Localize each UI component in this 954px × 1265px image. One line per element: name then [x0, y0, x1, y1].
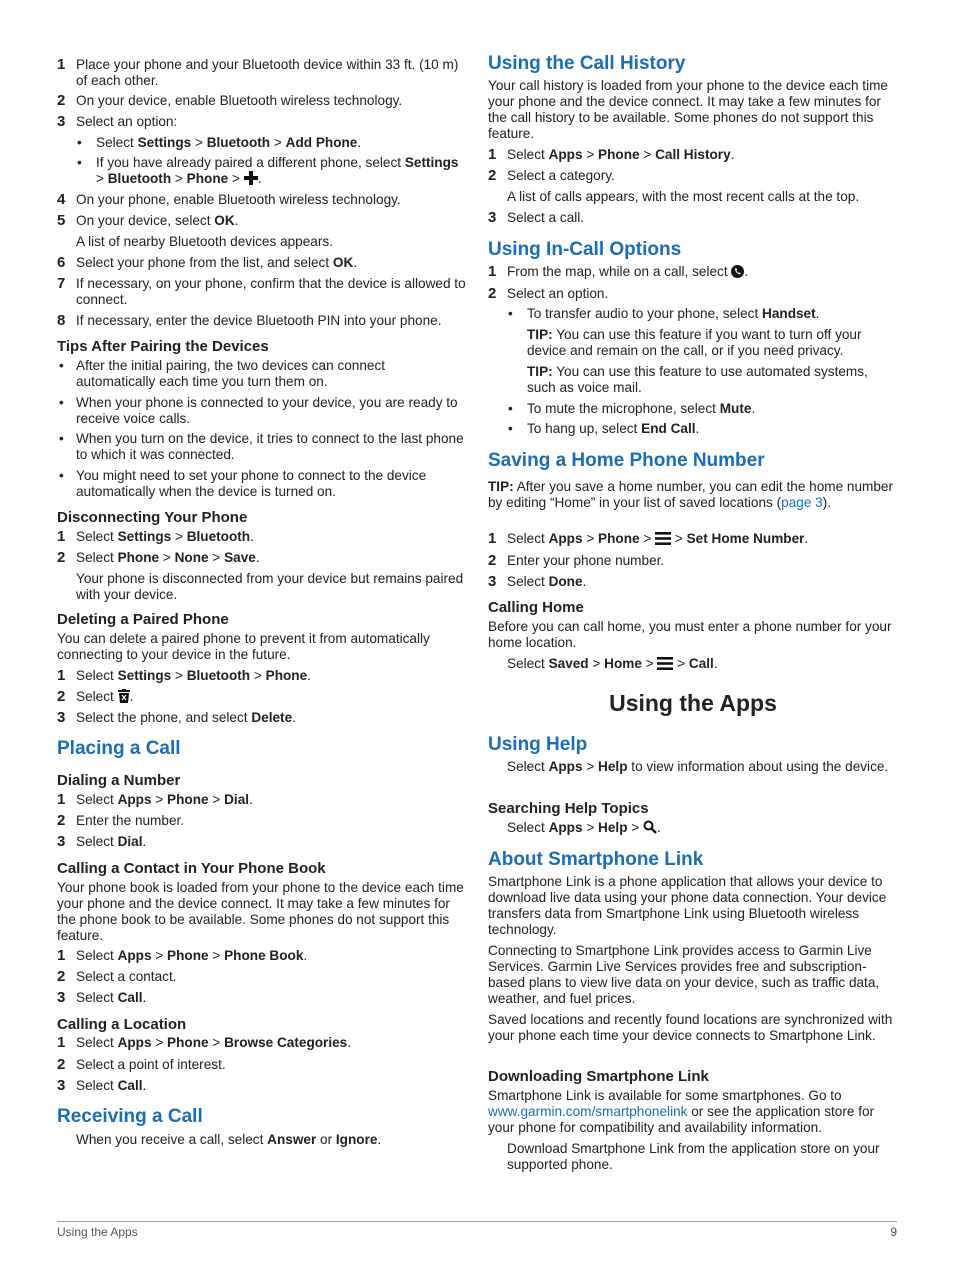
delete-paragraph: You can delete a paired phone to prevent it from automatically connecting to your device in the future. — [57, 631, 430, 662]
bullet: • — [59, 468, 64, 483]
delete-heading: Deleting a Paired Phone — [57, 611, 229, 628]
dial-step-2 — [57, 813, 467, 829]
download-note: Download Smartphone Link from the application store on your supported phone. — [507, 1141, 880, 1172]
step-text: Select Done. — [507, 574, 587, 589]
dial-step-3 — [57, 834, 467, 850]
step-number: 2 — [57, 92, 66, 109]
incall-option-mute — [488, 401, 898, 417]
step-number: 1 — [488, 530, 497, 547]
tip-text: You might need to set your phone to connect to the device automatically when the device is turned on. — [76, 468, 427, 499]
step-note: A list of nearby Bluetooth devices appears. — [76, 234, 333, 249]
step-number: 3 — [57, 709, 66, 726]
step-number: 1 — [57, 667, 66, 684]
step-text: On your device, enable Bluetooth wireless technology. — [76, 93, 403, 108]
location-step-1 — [57, 1035, 467, 1051]
step-text: Place your phone and your Bluetooth device within 33 ft. (10 m) of each other. — [76, 57, 459, 88]
tip-item — [57, 358, 467, 390]
calling-home-heading: Calling Home — [488, 599, 584, 616]
bullet: • — [59, 431, 64, 446]
pair-step-4 — [57, 192, 467, 208]
tip-item — [57, 431, 467, 463]
in-call-options-heading: Using In-Call Options — [488, 239, 682, 260]
tips-heading: Tips After Pairing the Devices — [57, 338, 269, 355]
step-text: Select an option. — [507, 286, 609, 301]
incall-option-handset — [488, 306, 898, 322]
tip-item — [57, 468, 467, 500]
step-text: Select a contact. — [76, 969, 177, 984]
step-number: 4 — [57, 191, 66, 208]
footer-section-title: Using the Apps — [57, 1225, 138, 1239]
step-text: Select . — [76, 689, 134, 704]
step-text: Select Apps > Phone > Call History. — [507, 147, 735, 162]
incall-option-end-call — [488, 421, 898, 437]
step-number: 3 — [57, 833, 66, 850]
help-note: Select Apps > Help to view information about using the device. — [507, 759, 889, 774]
search-icon — [643, 820, 657, 834]
bullet: • — [508, 421, 513, 436]
calling-home-note: Select Saved > Home > > Call. — [507, 656, 718, 671]
smartphone-link-paragraph: Smartphone Link is a phone application that allows your device to download live data using your phone data connection. Your device transfers data from Smartphone Link using Bluetooth wireless technology. — [488, 874, 887, 937]
using-help-heading: Using Help — [488, 734, 588, 755]
pair-step-5 — [57, 213, 467, 229]
step-number: 1 — [57, 947, 66, 964]
tip-text: After the initial pairing, the two devices can connect automatically each time you turn them on. — [76, 358, 386, 389]
receiving-call-heading: Receiving a Call — [57, 1106, 203, 1127]
placing-call-heading: Placing a Call — [57, 738, 181, 759]
download-heading: Downloading Smartphone Link — [488, 1068, 709, 1085]
step-text: Select your phone from the list, and select OK. — [76, 255, 358, 270]
contact-paragraph: Your phone book is loaded from your phone to the device each time your phone and the device connect. It may take a few minutes for the phone book to be available. Some phones do not support this feature. — [57, 880, 464, 943]
step-number: 2 — [488, 552, 497, 569]
plus-icon — [244, 171, 258, 185]
location-step-3 — [57, 1078, 467, 1094]
calling-home-paragraph: Before you can call home, you must enter a phone number for your home location. — [488, 619, 892, 650]
step-number: 8 — [57, 312, 66, 329]
pair-step-8 — [57, 313, 467, 329]
disconnect-heading: Disconnecting Your Phone — [57, 509, 248, 526]
menu-icon — [657, 657, 673, 670]
tip-text: When your phone is connected to your device, you are ready to receive voice calls. — [76, 395, 458, 426]
option-text: To hang up, select End Call. — [527, 421, 700, 436]
step-text: Select the phone, and select Delete. — [76, 710, 296, 725]
step-number: 1 — [57, 1034, 66, 1051]
step-number: 1 — [57, 791, 66, 808]
step-text: Select an option: — [76, 114, 178, 129]
pair-step-6 — [57, 255, 467, 271]
bullet: • — [77, 135, 82, 150]
disconnect-step-1 — [57, 529, 467, 545]
step-text: On your device, select OK. — [76, 213, 239, 228]
step-text: Select Settings > Bluetooth > Phone. — [76, 668, 311, 683]
step-number: 2 — [57, 549, 66, 566]
bullet: • — [508, 401, 513, 416]
call-history-paragraph: Your call history is loaded from your phone to the device each time your phone and the device connect. It may take a few minutes for the call history to be available. Some phones do not support this feature. — [488, 78, 888, 141]
pair-step-7 — [57, 276, 467, 308]
step-text: Select Apps > Phone > Phone Book. — [76, 948, 308, 963]
step-text: Select a call. — [507, 210, 585, 225]
search-help-heading: Searching Help Topics — [488, 800, 649, 817]
history-step-1 — [488, 147, 898, 163]
bullet: • — [59, 358, 64, 373]
pair-step-3 — [57, 114, 467, 130]
location-heading: Calling a Location — [57, 1016, 187, 1033]
step-text: Select a category. — [507, 168, 615, 183]
sync-paragraph: Saved locations and recently found locations are synchronized with your phone each time your device connects to Smartphone Link. — [488, 1012, 893, 1043]
step-number: 2 — [488, 285, 497, 302]
bullet: • — [77, 155, 82, 170]
pair-option-add-phone — [57, 135, 467, 151]
step-text: Select a point of interest. — [76, 1057, 226, 1072]
smartphone-link-heading: About Smartphone Link — [488, 849, 704, 870]
history-step-2 — [488, 168, 898, 184]
step-text: Select Settings > Bluetooth. — [76, 529, 254, 544]
step-text: Select Call. — [76, 1078, 147, 1093]
tip-item — [57, 395, 467, 427]
footer-divider — [57, 1221, 897, 1222]
step-number: 3 — [57, 989, 66, 1006]
contact-step-3 — [57, 990, 467, 1006]
home-step-1 — [488, 531, 898, 547]
step-text: If necessary, on your phone, confirm that the device is allowed to connect. — [76, 276, 466, 307]
page-number: 9 — [890, 1225, 897, 1239]
step-number: 2 — [57, 1056, 66, 1073]
disconnect-step-2 — [57, 550, 467, 566]
delete-step-2 — [57, 689, 467, 705]
smartphone-link-url[interactable]: www.garmin.com/smartphonelink — [488, 1104, 688, 1119]
contact-step-1 — [57, 948, 467, 964]
step-note: A list of calls appears, with the most recent calls at the top. — [507, 189, 860, 204]
menu-icon — [655, 532, 671, 545]
step-number: 5 — [57, 212, 66, 229]
tip-privacy: TIP: You can use this feature if you want to turn off your device and remain on the call, or if you need privacy. — [527, 327, 862, 358]
step-number: 2 — [57, 968, 66, 985]
tip-text: When you turn on the device, it tries to connect to the last phone to which it was connected. — [76, 431, 464, 462]
step-number: 2 — [57, 688, 66, 705]
bullet: • — [59, 395, 64, 410]
history-step-3 — [488, 210, 898, 226]
dial-step-1 — [57, 792, 467, 808]
pair-option-already-paired — [57, 155, 467, 187]
call-history-heading: Using the Call History — [488, 53, 686, 74]
delete-step-1 — [57, 668, 467, 684]
trash-icon — [118, 689, 130, 703]
step-number: 3 — [488, 573, 497, 590]
phone-status-icon — [731, 265, 744, 278]
step-number: 2 — [57, 812, 66, 829]
tip-automated: TIP: You can use this feature to use automated systems, such as voice mail. — [527, 364, 868, 395]
step-number: 7 — [57, 275, 66, 292]
pair-step-1 — [57, 57, 467, 89]
step-text: Enter your phone number. — [507, 553, 665, 568]
incall-step-1 — [488, 264, 898, 280]
bullet: • — [508, 306, 513, 321]
step-text: Select Dial. — [76, 834, 147, 849]
step-number: 3 — [57, 113, 66, 130]
using-apps-heading: Using the Apps — [609, 690, 777, 716]
step-number: 3 — [488, 209, 497, 226]
incall-step-2 — [488, 286, 898, 302]
pair-step-2 — [57, 93, 467, 109]
step-text: Select Phone > None > Save. — [76, 550, 260, 565]
delete-step-3 — [57, 710, 467, 726]
option-text: Select Settings > Bluetooth > Add Phone. — [96, 135, 362, 150]
page-link[interactable]: page 3 — [781, 495, 823, 510]
step-number: 3 — [57, 1077, 66, 1094]
option-text: If you have already paired a different phone, select Settings > Bluetooth > Phone > . — [96, 155, 459, 186]
home-step-2 — [488, 553, 898, 569]
home-step-3 — [488, 574, 898, 590]
step-number: 1 — [57, 56, 66, 73]
contact-heading: Calling a Contact in Your Phone Book — [57, 860, 326, 877]
option-text: To transfer audio to your phone, select Handset. — [527, 306, 820, 321]
location-step-2 — [57, 1057, 467, 1073]
step-text: Select Apps > Phone > > Set Home Number. — [507, 531, 809, 546]
step-number: 1 — [488, 146, 497, 163]
step-number: 2 — [488, 167, 497, 184]
step-number: 1 — [488, 263, 497, 280]
download-paragraph: Smartphone Link is available for some smartphones. Go to www.garmin.com/smartphonelink or see the application store for your phone for compatibility and availability information. — [488, 1088, 875, 1135]
home-tip: TIP: After you save a home number, you can edit the home number by editing “Home” in your list of saved locations (page 3). — [488, 479, 894, 510]
step-text: On your phone, enable Bluetooth wireless technology. — [76, 192, 401, 207]
option-text: To mute the microphone, select Mute. — [527, 401, 756, 416]
step-text: Select Apps > Phone > Browse Categories. — [76, 1035, 352, 1050]
search-help-note: Select Apps > Help > . — [507, 820, 661, 835]
step-number: 6 — [57, 254, 66, 271]
step-number: 1 — [57, 528, 66, 545]
dialing-heading: Dialing a Number — [57, 772, 181, 789]
contact-step-2 — [57, 969, 467, 985]
home-number-heading: Saving a Home Phone Number — [488, 450, 765, 471]
step-text: From the map, while on a call, select . — [507, 264, 749, 279]
step-note: Your phone is disconnected from your device but remains paired with your device. — [76, 571, 464, 602]
live-services-paragraph: Connecting to Smartphone Link provides access to Garmin Live Services. Garmin Live Services provides free and subscription-based plans to view live data on your device, such as traffic data, weather, and fuel prices. — [488, 943, 880, 1006]
step-text: Select Call. — [76, 990, 147, 1005]
receiving-note: When you receive a call, select Answer or Ignore. — [76, 1132, 382, 1147]
step-text: Select Apps > Phone > Dial. — [76, 792, 253, 807]
step-text: Enter the number. — [76, 813, 185, 828]
step-text: If necessary, enter the device Bluetooth PIN into your phone. — [76, 313, 442, 328]
